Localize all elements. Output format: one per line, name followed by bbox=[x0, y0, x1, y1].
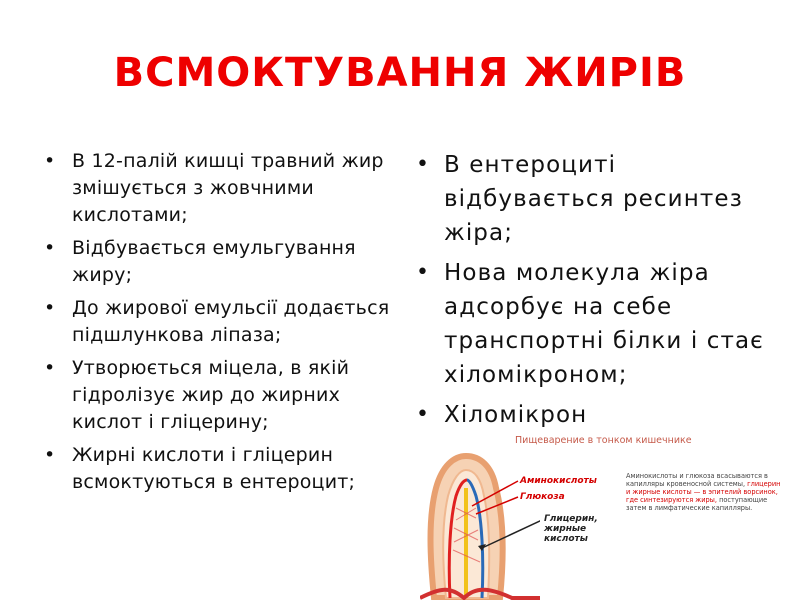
label-amino-acids: Аминокислоты bbox=[520, 476, 597, 486]
caption-text: Аминокислоты и глюкоза всасываются в капилляры кровеносной системы, bbox=[626, 472, 768, 488]
villus-illustration bbox=[420, 448, 540, 600]
bullet-text: В 12-палій кишці травний жир змішується з жовчними кислотами; bbox=[72, 150, 384, 226]
figure-title: Пищеварение в тонком кишечнике bbox=[515, 435, 692, 446]
bullet-dot: • bbox=[44, 297, 56, 319]
bullet-text: Відбувається емульгування жиру; bbox=[72, 237, 356, 286]
bullet-item bbox=[408, 398, 768, 432]
bullet-text: Утворюється міцела, в якій гідролізує жир до жирних кислот і гліцерину; bbox=[72, 357, 350, 433]
bullet-text: В ентероциті відбувається ресинтез жіра; bbox=[444, 152, 743, 246]
label-glycerin-fatty-acids: Глицерин, жирные кислоты bbox=[544, 514, 598, 544]
left-bullet-list bbox=[40, 148, 390, 502]
bullet-dot: • bbox=[44, 444, 56, 466]
bullet-item bbox=[40, 148, 390, 229]
label-glucose: Глюкоза bbox=[520, 492, 565, 502]
bullet-dot: • bbox=[416, 260, 431, 285]
intestine-villus-figure bbox=[420, 430, 790, 600]
bullet-item bbox=[40, 355, 390, 436]
bullet-text: Жирні кислоти і гліцерин всмоктуються в ентероцит; bbox=[72, 444, 356, 493]
bullet-text: До жирової емульсії додається підшлункова ліпаза; bbox=[72, 297, 390, 346]
bullet-dot: • bbox=[416, 152, 431, 177]
bullet-item bbox=[408, 256, 768, 392]
caption-text: поступающие затем в лимфатические капилляры. bbox=[626, 496, 768, 512]
bullet-dot: • bbox=[44, 357, 56, 379]
bullet-item bbox=[408, 148, 768, 250]
bullet-text: Хіломікрон bbox=[444, 402, 588, 428]
bullet-dot: • bbox=[44, 237, 56, 259]
bullet-item bbox=[40, 442, 390, 496]
caption-text-highlight: глицерин и жирные кислоты — в эпителий ворсинок, где синтезируются жиры, bbox=[626, 480, 781, 504]
bullet-item bbox=[40, 295, 390, 349]
right-bullet-list bbox=[408, 148, 768, 438]
figure-caption-box bbox=[626, 472, 784, 532]
slide-title: ВСМОКТУВАННЯ ЖИРІВ bbox=[113, 50, 687, 96]
bullet-dot: • bbox=[416, 402, 431, 427]
bullet-dot: • bbox=[44, 150, 56, 172]
bullet-item bbox=[40, 235, 390, 289]
bullet-text: Нова молекула жіра адсорбує на себе транспортні білки і стає хіломікроном; bbox=[444, 260, 764, 388]
